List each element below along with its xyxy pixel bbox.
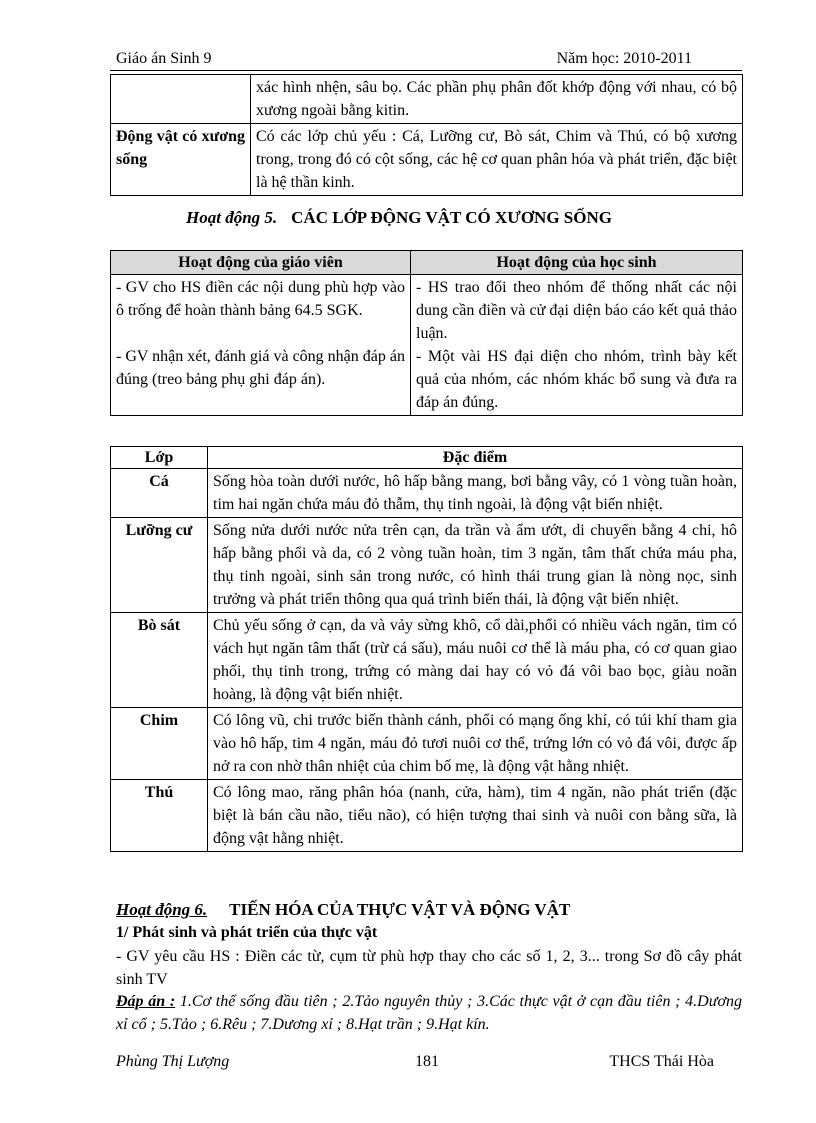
header-school-year: Năm học: 2010-2011	[556, 50, 692, 67]
vertebrate-summary-table	[110, 74, 743, 196]
table-row	[111, 75, 743, 124]
table-row	[111, 518, 743, 613]
teacher-activity-cell	[111, 275, 411, 416]
feature-column-header: Đặc điểm	[208, 447, 743, 469]
table-header-row	[111, 447, 743, 469]
class-features: Có lông vũ, chi trước biến thành cánh, phổi có mạng ống khí, có túi khí tham gia vào hô hấp, tim 4 ngăn, máu đỏ tươi nuôi cơ thể, trứng lớn có vỏ đá vôi, được ấp nở ra con nhờ thân nhiệt của chim bố mẹ, là động vật hằng nhiệt.	[208, 708, 743, 780]
answer-text: 1.Cơ thể sống đầu tiên ; 2.Tảo nguyên thủy ; 3.Các thực vật ở cạn đầu tiên ; 4.Dương xỉ cổ ; 5.Tảo ; 6.Rêu ; 7.Dương xỉ ; 8.Hạt trần ; 9.Hạt kín.	[116, 993, 743, 1033]
activity-6-heading	[116, 900, 570, 920]
activity-6-title: TIẾN HÓA CỦA THỰC VẬT VÀ ĐỘNG VẬT	[229, 900, 571, 919]
footer-school: THCS Thái Hòa	[609, 1053, 714, 1070]
table-row	[111, 275, 743, 416]
activity-table	[110, 250, 743, 416]
answer-label: Đáp án :	[116, 993, 176, 1010]
class-name: Thú	[111, 780, 208, 852]
student-column-header: Hoạt động của học sinh	[411, 251, 743, 275]
class-features: Có lông mao, răng phân hóa (nanh, cửa, hàm), tim 4 ngăn, não phát triển (đặc biệt là bán cầu não, tiểu não), có hiện tượng thai sinh và nuôi con bằng sữa, là động vật hằng nhiệt.	[208, 780, 743, 852]
instruction-paragraph: - GV yêu cầu HS : Điền các từ, cụm từ phù hợp thay cho các số 1, 2, 3... trong Sơ đồ cây phát sinh TV	[116, 948, 742, 988]
row-text: xác hình nhện, sâu bọ. Các phần phụ phân đốt khớp động với nhau, có bộ xương ngoài bằng kitin.	[251, 75, 743, 124]
student-step-1: - HS trao đổi theo nhóm để thống nhất các nội dung cần điền và cử đại diện báo cáo kết quả thảo luận.	[416, 279, 737, 342]
class-features: Chủ yếu sống ở cạn, da và vảy sừng khô, cổ dài,phổi có nhiều vách ngăn, tim có vách hụt ngăn tâm thất (trừ cá sấu), máu nuôi cơ thể là máu pha, có cơ quan giao phối, thụ tinh trong, trứng có màng dai hay có vỏ đá vôi bao bọc, giàu noãn hoàng, là động vật biến nhiệt.	[208, 613, 743, 708]
header-subject: Giáo án Sinh 9	[116, 50, 212, 67]
teacher-step-1: - GV cho HS điền các nội dung phù hợp vào ô trống để hoàn thành bảng 64.5 SGK.	[116, 279, 405, 319]
table-row	[111, 124, 743, 196]
class-name: Lưỡng cư	[111, 518, 208, 613]
table-row	[111, 469, 743, 518]
activity-5-number: Hoạt động 5.	[186, 208, 278, 227]
class-name: Bò sát	[111, 613, 208, 708]
section-1-title: 1/ Phát sinh và phát triển của thực vật	[116, 924, 378, 941]
vertebrate-classes-table	[110, 446, 743, 852]
student-activity-cell	[411, 275, 743, 416]
teacher-column-header: Hoạt động của giáo viên	[111, 251, 411, 275]
table-row	[111, 780, 743, 852]
student-step-2: - Một vài HS đại diện cho nhóm, trình bày kết quả của nhóm, các nhóm khác bổ sung và đưa ra đáp án đúng.	[416, 348, 737, 411]
class-column-header: Lớp	[111, 447, 208, 469]
class-name: Cá	[111, 469, 208, 518]
footer-author: Phùng Thị Lượng	[116, 1053, 230, 1070]
row-text: Có các lớp chủ yếu : Cá, Lưỡng cư, Bò sát, Chim và Thú, có bộ xương trong, trong đó có cột sống, các hệ cơ quan phân hóa và phát triển, đặc biệt là hệ thần kinh.	[251, 124, 743, 196]
table-row	[111, 708, 743, 780]
class-features: Sống nửa dưới nước nửa trên cạn, da trần và ẩm ướt, di chuyển bằng 4 chi, hô hấp bằng phổi và da, có 2 vòng tuần hoàn, tim 3 ngăn, tâm thất chứa máu pha, thụ tinh ngoài, sinh sản trong nước, có hình thái trung gian là nòng nọc, sinh trưởng và phát triển thông qua quá trình biến thái, là động vật biến nhiệt.	[208, 518, 743, 613]
table-header-row	[111, 251, 743, 275]
activity-6-number: Hoạt động 6.	[116, 900, 208, 919]
table-row	[111, 613, 743, 708]
row-label	[111, 75, 251, 124]
activity-5-heading	[186, 208, 612, 228]
activity-5-title: CÁC LỚP ĐỘNG VẬT CÓ XƯƠNG SỐNG	[291, 208, 612, 227]
page-footer	[110, 1053, 742, 1075]
row-label: Động vật có xương sống	[111, 124, 251, 196]
answer-paragraph	[116, 990, 742, 1036]
page-header	[110, 48, 742, 71]
class-name: Chim	[111, 708, 208, 780]
class-features: Sống hòa toàn dưới nước, hô hấp bằng mang, bơi bằng vây, có 1 vòng tuần hoàn, tim hai ngăn chứa máu đỏ thẫm, thụ tinh ngoài, là động vật biến nhiệt.	[208, 469, 743, 518]
page-number: 181	[415, 1053, 439, 1070]
teacher-step-2: - GV nhận xét, đánh giá và công nhận đáp án đúng (treo bảng phụ ghi đáp án).	[116, 348, 405, 388]
